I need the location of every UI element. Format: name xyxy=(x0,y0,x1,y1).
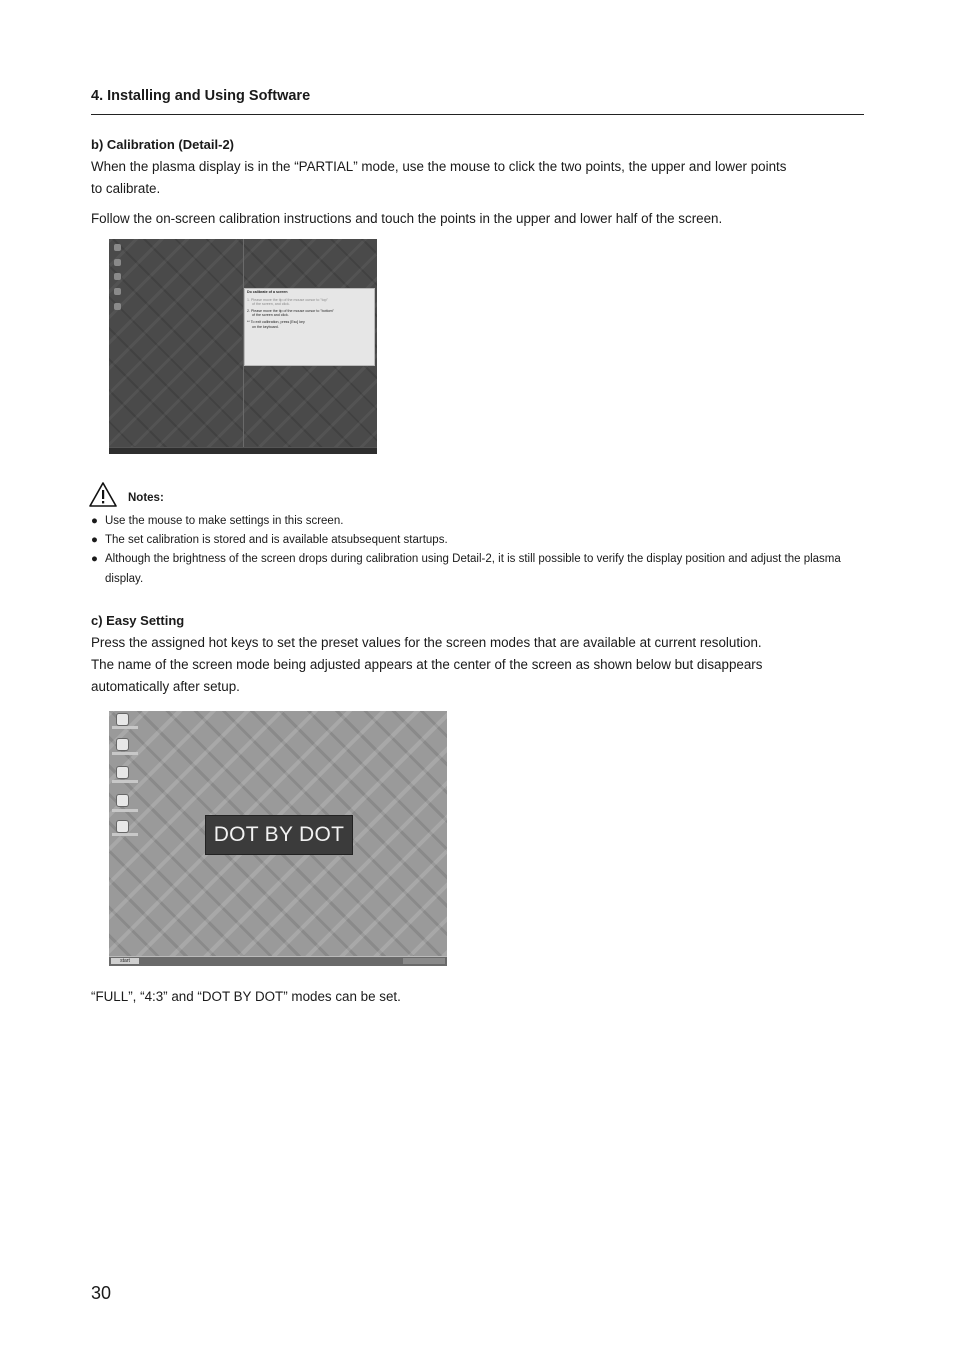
section-title: 4. Installing and Using Software xyxy=(91,88,311,104)
page-number: 30 xyxy=(91,1283,112,1303)
desktop-icon xyxy=(114,303,121,310)
calibration-paragraph-1-line-2: to calibrate. xyxy=(91,181,161,196)
header-rule xyxy=(91,114,864,115)
desktop-icon xyxy=(116,738,129,751)
calibration-heading: b) Calibration (Detail-2) xyxy=(91,137,235,152)
calibration-paragraph-2: Follow the on-screen calibration instructions and touch the points in the upper and lower half of the screen. xyxy=(91,211,723,226)
calibration-paragraph-1-line-1: When the plasma display is in the “PARTIAL” mode, use the mouse to click the two points, the upper and lower points xyxy=(91,159,787,174)
desktop-icon xyxy=(114,244,121,251)
desktop-icon xyxy=(116,820,129,833)
calibration-step-2: 2. Please move the tip of the mouse cursor to "bottom" xyxy=(247,308,334,313)
desktop-icon xyxy=(116,713,129,726)
easy-setting-line-2: The name of the screen mode being adjusted appears at the center of the screen as shown below but disappears xyxy=(91,657,763,672)
desktop-icon-label xyxy=(112,780,138,783)
desktop-icon-label xyxy=(112,833,138,836)
screen-mode-osd: DOT BY DOT xyxy=(205,815,353,855)
desktop-icon xyxy=(114,288,121,295)
easy-setting-screenshot xyxy=(109,711,447,966)
easy-setting-heading: c) Easy Setting xyxy=(91,613,185,628)
desktop-icon-label xyxy=(112,752,138,755)
warning-icon xyxy=(89,482,121,508)
modes-caption: “FULL”, “4:3” and “DOT BY DOT” modes can be set. xyxy=(91,989,401,1004)
desktop-icon-label xyxy=(112,809,138,812)
note-item xyxy=(91,512,866,532)
taskbar xyxy=(109,956,447,966)
bullet-icon: ● xyxy=(91,553,98,565)
desktop-icon-label xyxy=(112,726,138,729)
easy-setting-paragraph xyxy=(91,632,864,698)
note-text: Although the brightness of the screen drops during calibration using Detail-2, it is still possible to verify the display position and adjust the plasma display. xyxy=(105,553,841,585)
start-button: start xyxy=(111,958,139,964)
calibration-step-1-cont: of the screen, and click. xyxy=(252,302,290,307)
calibration-paragraph-1 xyxy=(91,156,864,200)
calibration-exit-hint: ** To exit calibration, press [Esc] key xyxy=(247,319,305,324)
easy-setting-line-1: Press the assigned hot keys to set the preset values for the screen modes that are available at current resolution. xyxy=(91,635,762,650)
bullet-icon: ● xyxy=(91,534,98,546)
calibration-instructions-panel xyxy=(244,288,375,366)
taskbar xyxy=(109,447,377,454)
calibration-panel-title: Do calibrate of a screen xyxy=(247,290,288,294)
note-item xyxy=(91,531,866,551)
note-item xyxy=(91,550,866,589)
desktop-icon xyxy=(116,794,129,807)
bullet-icon: ● xyxy=(91,515,98,527)
easy-setting-line-3: automatically after setup. xyxy=(91,679,240,694)
calibration-step-1: 1. Please move the tip of the mouse cursor to "top" xyxy=(247,297,328,302)
desktop-icon xyxy=(116,766,129,779)
desktop-icon xyxy=(114,273,121,280)
notes-title: Notes: xyxy=(128,492,164,504)
note-text: Use the mouse to make settings in this screen. xyxy=(105,515,344,527)
desktop-icon xyxy=(114,259,121,266)
calibration-exit-hint-cont: on the keyboard. xyxy=(252,324,279,329)
calibration-screenshot xyxy=(109,239,377,454)
note-text: The set calibration is stored and is available atsubsequent startups. xyxy=(105,534,448,546)
calibration-step-2-cont: of the screen and click. xyxy=(252,313,289,318)
system-tray xyxy=(403,958,445,964)
